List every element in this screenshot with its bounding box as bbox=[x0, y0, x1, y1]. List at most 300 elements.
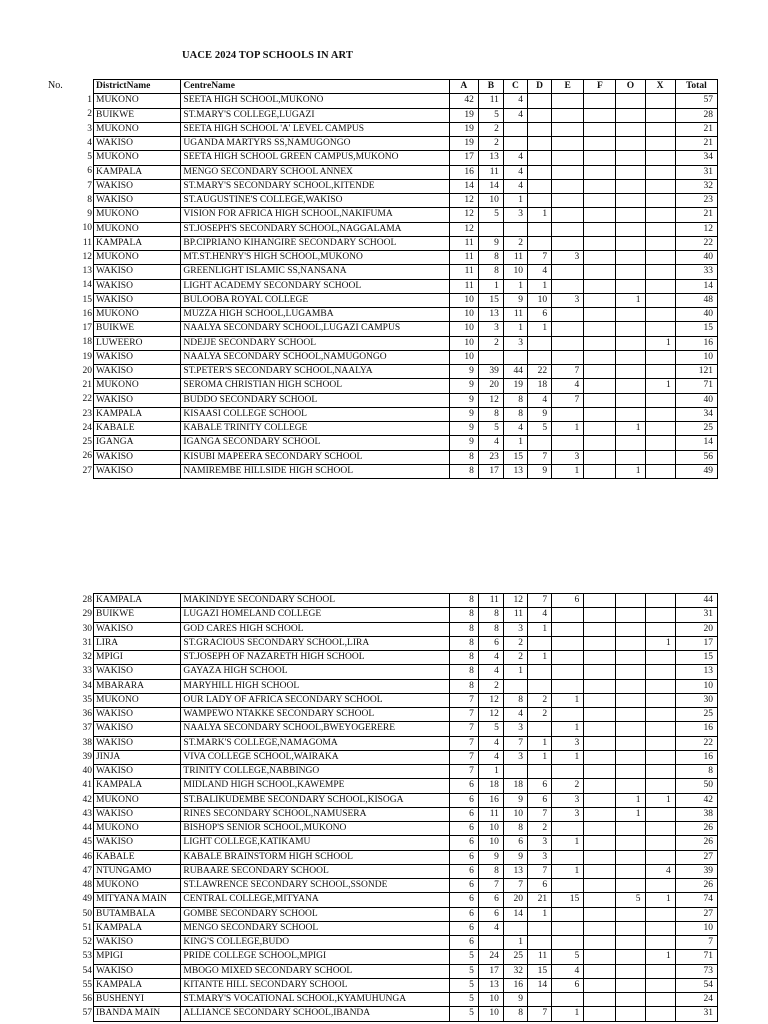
grade-f-cell bbox=[584, 850, 616, 864]
district-cell: MPIGI bbox=[94, 651, 181, 665]
grade-a-cell: 19 bbox=[449, 108, 478, 122]
grade-x-cell bbox=[645, 722, 675, 736]
row-number: 51 bbox=[82, 922, 92, 933]
grade-b-cell: 8 bbox=[478, 251, 503, 265]
district-cell: MUKONO bbox=[94, 822, 181, 836]
district-cell: WAKISO bbox=[94, 279, 181, 293]
total-cell: 22 bbox=[675, 736, 717, 750]
grade-c-cell: 4 bbox=[503, 165, 527, 179]
grade-o-cell bbox=[616, 879, 645, 893]
row-number: 37 bbox=[82, 723, 92, 734]
centre-cell: KISUBI MAPEERA SECONDARY SCHOOL bbox=[181, 450, 449, 464]
grade-o-cell bbox=[616, 964, 645, 978]
table-row bbox=[94, 722, 718, 736]
table-row bbox=[94, 450, 718, 464]
grade-o-cell bbox=[616, 622, 645, 636]
grade-c-cell: 8 bbox=[503, 407, 527, 421]
grade-a-cell: 19 bbox=[449, 137, 478, 151]
total-cell: 31 bbox=[675, 165, 717, 179]
grade-b-cell: 8 bbox=[478, 864, 503, 878]
grade-c-cell: 8 bbox=[503, 822, 527, 836]
district-cell: MUKONO bbox=[94, 379, 181, 393]
grade-d-cell: 4 bbox=[528, 608, 552, 622]
grade-d-cell: 1 bbox=[528, 208, 552, 222]
grade-e-cell bbox=[552, 222, 584, 236]
grade-f-cell bbox=[584, 765, 616, 779]
total-cell: 42 bbox=[675, 793, 717, 807]
grade-b-cell: 2 bbox=[478, 336, 503, 350]
grade-d-cell bbox=[528, 636, 552, 650]
grade-b-cell: 3 bbox=[478, 322, 503, 336]
grade-o-cell bbox=[616, 722, 645, 736]
grade-x-cell bbox=[645, 322, 675, 336]
grade-x-cell bbox=[645, 407, 675, 421]
centre-cell: ST.LAWRENCE SECONDARY SCHOOL,SSONDE bbox=[181, 879, 449, 893]
grade-x-cell bbox=[645, 279, 675, 293]
grade-o-cell bbox=[616, 765, 645, 779]
district-cell: MBARARA bbox=[94, 679, 181, 693]
grade-a-cell: 6 bbox=[449, 850, 478, 864]
grade-o-cell bbox=[616, 365, 645, 379]
total-cell: 10 bbox=[675, 350, 717, 364]
district-cell: JINJA bbox=[94, 750, 181, 764]
grade-d-cell: 3 bbox=[528, 836, 552, 850]
grade-b-cell: 17 bbox=[478, 964, 503, 978]
centre-cell: ST.JOSEPH'S SECONDARY SCHOOL,NAGGALAMA bbox=[181, 222, 449, 236]
table-row bbox=[94, 322, 718, 336]
grade-c-cell: 13 bbox=[503, 864, 527, 878]
grade-c-cell: 4 bbox=[503, 151, 527, 165]
grade-e-cell bbox=[552, 350, 584, 364]
grade-a-cell: 9 bbox=[449, 365, 478, 379]
grade-a-cell: 8 bbox=[449, 608, 478, 622]
grade-f-cell bbox=[584, 622, 616, 636]
grade-a-cell: 17 bbox=[449, 151, 478, 165]
grade-a-cell: 5 bbox=[449, 978, 478, 992]
grade-b-cell: 9 bbox=[478, 850, 503, 864]
grade-a-cell: 5 bbox=[449, 964, 478, 978]
grade-d-cell bbox=[528, 665, 552, 679]
grade-x-cell bbox=[645, 708, 675, 722]
grade-x-cell bbox=[645, 978, 675, 992]
grade-f-cell bbox=[584, 122, 616, 136]
row-number: 48 bbox=[82, 880, 92, 890]
grade-e-cell bbox=[552, 151, 584, 165]
total-cell: 16 bbox=[675, 750, 717, 764]
grade-a-cell: 42 bbox=[449, 94, 478, 108]
district-cell: KAMPALA bbox=[94, 779, 181, 793]
grade-c-cell: 25 bbox=[503, 950, 527, 964]
grade-a-cell: 10 bbox=[449, 308, 478, 322]
district-cell: KAMPALA bbox=[94, 978, 181, 992]
grade-a-cell: 8 bbox=[449, 665, 478, 679]
district-cell: WAKISO bbox=[94, 622, 181, 636]
district-cell: WAKISO bbox=[94, 265, 181, 279]
row-number: 38 bbox=[82, 737, 92, 748]
district-cell: KABALE bbox=[94, 422, 181, 436]
table-row bbox=[94, 693, 718, 707]
grade-f-cell bbox=[584, 950, 616, 964]
district-cell: WAKISO bbox=[94, 450, 181, 464]
centre-cell: LIGHT ACADEMY SECONDARY SCHOOL bbox=[181, 279, 449, 293]
total-cell: 39 bbox=[675, 864, 717, 878]
total-cell: 71 bbox=[675, 379, 717, 393]
grade-b-cell: 10 bbox=[478, 822, 503, 836]
table-row bbox=[94, 222, 718, 236]
total-cell: 26 bbox=[675, 879, 717, 893]
total-cell: 13 bbox=[675, 665, 717, 679]
grade-d-cell: 1 bbox=[528, 651, 552, 665]
grade-b-cell: 11 bbox=[478, 807, 503, 821]
row-number: 35 bbox=[82, 694, 92, 705]
grade-o-cell bbox=[616, 993, 645, 1007]
row-number: 2 bbox=[87, 109, 92, 120]
grade-d-cell: 2 bbox=[528, 708, 552, 722]
grade-a-cell: 12 bbox=[449, 208, 478, 222]
total-cell: 44 bbox=[675, 594, 717, 608]
grade-b-cell: 1 bbox=[478, 279, 503, 293]
centre-cell: BP.CIPRIANO KIHANGIRE SECONDARY SCHOOL bbox=[181, 236, 449, 250]
table-row bbox=[94, 708, 718, 722]
centre-cell: GOD CARES HIGH SCHOOL bbox=[181, 622, 449, 636]
grade-x-cell: 1 bbox=[645, 893, 675, 907]
district-cell: WAKISO bbox=[94, 765, 181, 779]
centre-cell: GAYAZA HIGH SCHOOL bbox=[181, 665, 449, 679]
centre-cell: MUZZA HIGH SCHOOL,LUGAMBA bbox=[181, 308, 449, 322]
centre-cell: ST.AUGUSTINE'S COLLEGE,WAKISO bbox=[181, 194, 449, 208]
grade-a-cell: 7 bbox=[449, 750, 478, 764]
table-row bbox=[94, 379, 718, 393]
grade-d-cell: 7 bbox=[528, 1007, 552, 1021]
district-cell: MITYANA MAIN bbox=[94, 893, 181, 907]
grade-e-cell bbox=[552, 236, 584, 250]
grade-e-cell bbox=[552, 194, 584, 208]
grade-f-cell bbox=[584, 708, 616, 722]
table-row bbox=[94, 336, 718, 350]
centre-cell: MT.ST.HENRY'S HIGH SCHOOL,MUKONO bbox=[181, 251, 449, 265]
district-cell: WAKISO bbox=[94, 365, 181, 379]
centre-cell: LUGAZI HOMELAND COLLEGE bbox=[181, 608, 449, 622]
grade-x-cell: 1 bbox=[645, 336, 675, 350]
grade-a-cell: 7 bbox=[449, 736, 478, 750]
grade-a-cell: 8 bbox=[449, 450, 478, 464]
grade-f-cell bbox=[584, 208, 616, 222]
grade-f-cell bbox=[584, 722, 616, 736]
grade-b-cell: 12 bbox=[478, 708, 503, 722]
centre-cell: MENGO SECONDARY SCHOOL ANNEX bbox=[181, 165, 449, 179]
grade-x-cell bbox=[645, 365, 675, 379]
grade-f-cell bbox=[584, 464, 616, 478]
grade-o-cell bbox=[616, 322, 645, 336]
row-number: 3 bbox=[87, 123, 92, 134]
row-numbers-bottom bbox=[70, 593, 92, 1021]
grade-d-cell bbox=[528, 122, 552, 136]
grade-f-cell bbox=[584, 907, 616, 921]
grade-d-cell bbox=[528, 765, 552, 779]
grade-e-cell: 2 bbox=[552, 779, 584, 793]
table-row bbox=[94, 879, 718, 893]
grade-a-cell: 11 bbox=[449, 265, 478, 279]
table-row bbox=[94, 665, 718, 679]
grade-a-cell: 8 bbox=[449, 636, 478, 650]
row-number: 56 bbox=[82, 994, 92, 1004]
grade-b-cell: 4 bbox=[478, 436, 503, 450]
grade-e-cell bbox=[552, 137, 584, 151]
grade-a-cell: 10 bbox=[449, 293, 478, 307]
grade-e-cell: 1 bbox=[552, 1007, 584, 1021]
centre-cell: KITANTE HILL SECONDARY SCHOOL bbox=[181, 978, 449, 992]
total-cell: 73 bbox=[675, 964, 717, 978]
header-grade-d: D bbox=[528, 80, 552, 94]
grade-f-cell bbox=[584, 179, 616, 193]
grade-a-cell: 8 bbox=[449, 622, 478, 636]
grade-c-cell: 1 bbox=[503, 436, 527, 450]
grade-b-cell: 2 bbox=[478, 679, 503, 693]
total-cell: 49 bbox=[675, 464, 717, 478]
grade-c-cell bbox=[503, 137, 527, 151]
table-row bbox=[94, 836, 718, 850]
district-cell: WAKISO bbox=[94, 722, 181, 736]
grade-d-cell bbox=[528, 236, 552, 250]
grade-b-cell: 17 bbox=[478, 464, 503, 478]
grade-c-cell: 11 bbox=[503, 251, 527, 265]
grade-f-cell bbox=[584, 964, 616, 978]
grade-e-cell: 4 bbox=[552, 964, 584, 978]
grade-c-cell: 1 bbox=[503, 194, 527, 208]
grade-d-cell: 2 bbox=[528, 693, 552, 707]
grade-f-cell bbox=[584, 137, 616, 151]
grade-d-cell: 4 bbox=[528, 265, 552, 279]
grade-e-cell: 3 bbox=[552, 450, 584, 464]
grade-o-cell bbox=[616, 736, 645, 750]
grade-x-cell bbox=[645, 293, 675, 307]
table-row bbox=[94, 393, 718, 407]
grade-x-cell bbox=[645, 679, 675, 693]
district-cell: BUTAMBALA bbox=[94, 907, 181, 921]
grade-x-cell bbox=[645, 836, 675, 850]
grade-a-cell: 6 bbox=[449, 907, 478, 921]
grade-c-cell: 13 bbox=[503, 464, 527, 478]
grade-f-cell bbox=[584, 879, 616, 893]
total-cell: 12 bbox=[675, 222, 717, 236]
grade-d-cell: 5 bbox=[528, 422, 552, 436]
table-row bbox=[94, 208, 718, 222]
grade-x-cell: 1 bbox=[645, 950, 675, 964]
centre-cell: KING'S COLLEGE,BUDO bbox=[181, 936, 449, 950]
grade-d-cell: 3 bbox=[528, 850, 552, 864]
grade-a-cell: 7 bbox=[449, 708, 478, 722]
total-cell: 25 bbox=[675, 422, 717, 436]
district-cell: WAKISO bbox=[94, 807, 181, 821]
grade-x-cell bbox=[645, 765, 675, 779]
grade-e-cell bbox=[552, 850, 584, 864]
grade-x-cell bbox=[645, 108, 675, 122]
row-number: 27 bbox=[82, 465, 92, 476]
grade-d-cell bbox=[528, 194, 552, 208]
grade-d-cell: 6 bbox=[528, 793, 552, 807]
row-number: 47 bbox=[82, 865, 92, 876]
grade-o-cell bbox=[616, 950, 645, 964]
grade-f-cell bbox=[584, 194, 616, 208]
table-header-row bbox=[94, 80, 718, 94]
grade-e-cell: 6 bbox=[552, 978, 584, 992]
row-number: 13 bbox=[82, 266, 92, 276]
row-number: 49 bbox=[82, 894, 92, 905]
grade-f-cell bbox=[584, 693, 616, 707]
grade-e-cell: 1 bbox=[552, 836, 584, 850]
table-row bbox=[94, 1007, 718, 1021]
grade-c-cell: 10 bbox=[503, 807, 527, 821]
district-cell: WAKISO bbox=[94, 736, 181, 750]
grade-f-cell bbox=[584, 450, 616, 464]
total-cell: 21 bbox=[675, 137, 717, 151]
grade-d-cell: 2 bbox=[528, 822, 552, 836]
grade-e-cell bbox=[552, 708, 584, 722]
table-row bbox=[94, 308, 718, 322]
grade-a-cell: 9 bbox=[449, 422, 478, 436]
grade-c-cell: 3 bbox=[503, 622, 527, 636]
district-cell: WAKISO bbox=[94, 194, 181, 208]
grade-e-cell bbox=[552, 665, 584, 679]
grade-x-cell bbox=[645, 879, 675, 893]
grade-c-cell: 8 bbox=[503, 1007, 527, 1021]
grade-o-cell: 1 bbox=[616, 293, 645, 307]
district-cell: NTUNGAMO bbox=[94, 864, 181, 878]
grade-o-cell bbox=[616, 407, 645, 421]
grade-f-cell bbox=[584, 608, 616, 622]
total-cell: 32 bbox=[675, 179, 717, 193]
district-cell: MUKONO bbox=[94, 693, 181, 707]
grade-o-cell bbox=[616, 179, 645, 193]
row-number: 15 bbox=[82, 294, 92, 305]
grade-b-cell: 7 bbox=[478, 879, 503, 893]
grade-b-cell: 5 bbox=[478, 422, 503, 436]
district-cell: MPIGI bbox=[94, 950, 181, 964]
row-number: 52 bbox=[82, 937, 92, 947]
grade-c-cell: 32 bbox=[503, 964, 527, 978]
grade-d-cell bbox=[528, 993, 552, 1007]
grade-o-cell: 1 bbox=[616, 793, 645, 807]
table-row bbox=[94, 736, 718, 750]
grade-b-cell: 39 bbox=[478, 365, 503, 379]
row-numbers-top bbox=[70, 93, 92, 478]
grade-d-cell: 18 bbox=[528, 379, 552, 393]
grade-a-cell: 9 bbox=[449, 436, 478, 450]
grade-c-cell bbox=[503, 765, 527, 779]
centre-cell: ST.MARY'S SECONDARY SCHOOL,KITENDE bbox=[181, 179, 449, 193]
centre-cell: VIVA COLLEGE SCHOOL,WAIRAKA bbox=[181, 750, 449, 764]
results-table-top bbox=[93, 79, 718, 479]
grade-e-cell bbox=[552, 94, 584, 108]
grade-o-cell bbox=[616, 236, 645, 250]
row-number: 46 bbox=[82, 851, 92, 862]
total-cell: 27 bbox=[675, 850, 717, 864]
grade-f-cell bbox=[584, 265, 616, 279]
grade-o-cell bbox=[616, 265, 645, 279]
grade-b-cell: 4 bbox=[478, 750, 503, 764]
grade-o-cell: 5 bbox=[616, 893, 645, 907]
grade-x-cell bbox=[645, 208, 675, 222]
results-table-bottom bbox=[93, 593, 718, 1022]
grade-b-cell: 4 bbox=[478, 665, 503, 679]
grade-d-cell: 7 bbox=[528, 594, 552, 608]
total-cell: 15 bbox=[675, 651, 717, 665]
centre-cell: RINES SECONDARY SCHOOL,NAMUSERA bbox=[181, 807, 449, 821]
centre-cell: NAALYA SECONDARY SCHOOL,BWEYOGERERE bbox=[181, 722, 449, 736]
row-number: 43 bbox=[82, 808, 92, 819]
district-cell: WAKISO bbox=[94, 665, 181, 679]
grade-a-cell: 14 bbox=[449, 179, 478, 193]
centre-cell: ST.JOSEPH OF NAZARETH HIGH SCHOOL bbox=[181, 651, 449, 665]
grade-e-cell: 7 bbox=[552, 393, 584, 407]
row-number: 21 bbox=[82, 380, 92, 390]
centre-cell: ST.BALIKUDEMBE SECONDARY SCHOOL,KISOGA bbox=[181, 793, 449, 807]
centre-cell: SEETA HIGH SCHOOL GREEN CAMPUS,MUKONO bbox=[181, 151, 449, 165]
grade-x-cell bbox=[645, 693, 675, 707]
grade-f-cell bbox=[584, 236, 616, 250]
table-row bbox=[94, 936, 718, 950]
total-cell: 26 bbox=[675, 836, 717, 850]
grade-b-cell: 4 bbox=[478, 921, 503, 935]
row-number: 53 bbox=[82, 951, 92, 962]
grade-x-cell bbox=[645, 194, 675, 208]
grade-b-cell bbox=[478, 222, 503, 236]
grade-o-cell bbox=[616, 251, 645, 265]
total-cell: 23 bbox=[675, 194, 717, 208]
centre-cell: NAALYA SECONDARY SCHOOL,LUGAZI CAMPUS bbox=[181, 322, 449, 336]
grade-f-cell bbox=[584, 422, 616, 436]
grade-f-cell bbox=[584, 679, 616, 693]
table-row bbox=[94, 779, 718, 793]
total-cell: 57 bbox=[675, 94, 717, 108]
grade-c-cell: 3 bbox=[503, 336, 527, 350]
grade-f-cell bbox=[584, 978, 616, 992]
grade-c-cell: 3 bbox=[503, 208, 527, 222]
grade-f-cell bbox=[584, 822, 616, 836]
table-row bbox=[94, 436, 718, 450]
grade-e-cell bbox=[552, 322, 584, 336]
grade-a-cell: 11 bbox=[449, 279, 478, 293]
row-number: 40 bbox=[82, 766, 92, 776]
grade-c-cell: 9 bbox=[503, 850, 527, 864]
district-cell: KAMPALA bbox=[94, 165, 181, 179]
grade-d-cell bbox=[528, 108, 552, 122]
grade-o-cell bbox=[616, 779, 645, 793]
grade-b-cell: 11 bbox=[478, 594, 503, 608]
grade-c-cell: 4 bbox=[503, 94, 527, 108]
grade-e-cell: 1 bbox=[552, 464, 584, 478]
grade-e-cell bbox=[552, 608, 584, 622]
table-row bbox=[94, 236, 718, 250]
district-cell: MUKONO bbox=[94, 251, 181, 265]
total-cell: 33 bbox=[675, 265, 717, 279]
centre-cell: WAMPEWO NTAKKE SECONDARY SCHOOL bbox=[181, 708, 449, 722]
grade-d-cell: 21 bbox=[528, 893, 552, 907]
grade-x-cell bbox=[645, 94, 675, 108]
district-cell: WAKISO bbox=[94, 137, 181, 151]
row-number: 41 bbox=[82, 780, 92, 791]
grade-e-cell: 15 bbox=[552, 893, 584, 907]
table-row bbox=[94, 151, 718, 165]
grade-c-cell: 19 bbox=[503, 379, 527, 393]
district-cell: MUKONO bbox=[94, 222, 181, 236]
centre-cell: SEETA HIGH SCHOOL,MUKONO bbox=[181, 94, 449, 108]
table-row bbox=[94, 850, 718, 864]
grade-f-cell bbox=[584, 864, 616, 878]
grade-o-cell bbox=[616, 208, 645, 222]
grade-c-cell: 10 bbox=[503, 265, 527, 279]
grade-a-cell: 8 bbox=[449, 464, 478, 478]
